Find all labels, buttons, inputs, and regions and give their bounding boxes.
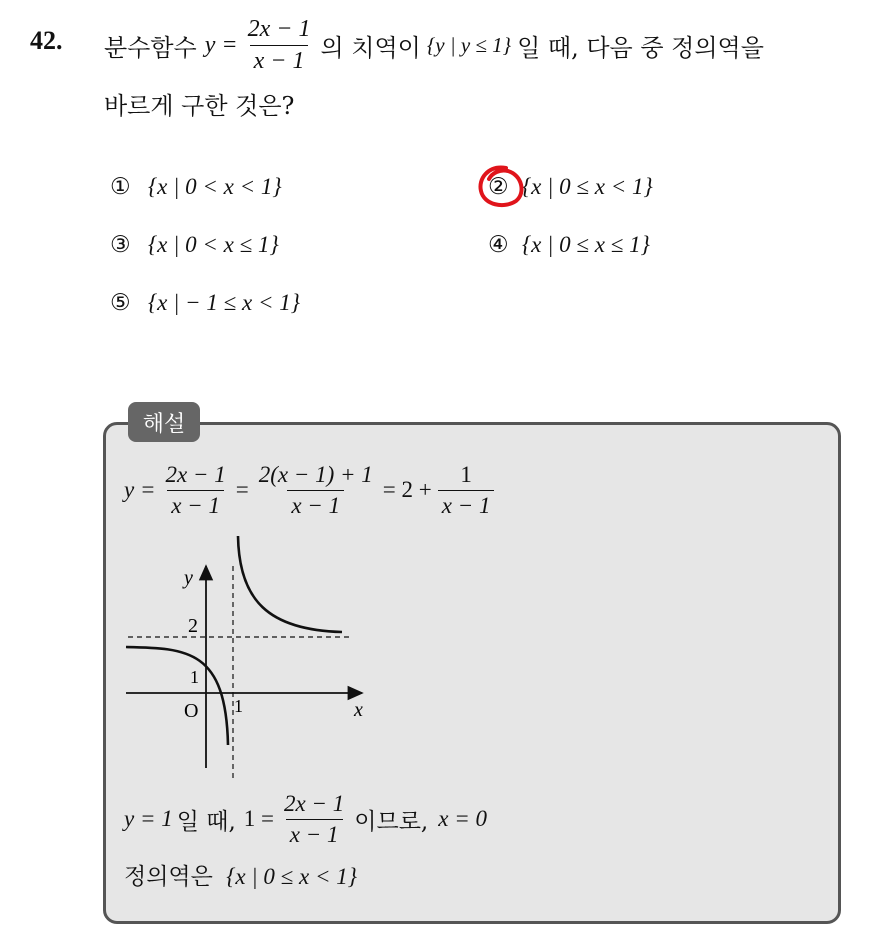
answer-circle-mark	[476, 163, 528, 213]
choice-4[interactable]	[488, 232, 650, 258]
sol-l3-a: y = 1	[124, 806, 173, 831]
sol-f1-den: x − 1	[167, 490, 224, 519]
question-line-1	[104, 10, 764, 80]
choice-1[interactable]	[110, 174, 282, 200]
choice-5-set: {x | − 1 ≤ x < 1}	[147, 290, 300, 315]
sol-f2-den: x − 1	[287, 490, 344, 519]
sol-eq1: =	[235, 477, 249, 502]
sol-fraction-3	[438, 462, 495, 519]
question-number: 42.	[30, 26, 63, 55]
choice-3[interactable]	[110, 232, 279, 258]
choice-5[interactable]	[110, 290, 300, 316]
question-line-2: 바르게 구한 것은?	[104, 92, 295, 120]
range-set: {y | y ≤ 1}	[426, 32, 512, 57]
sol-f3-den: x − 1	[438, 490, 495, 519]
solution-equation	[124, 455, 500, 525]
y-axis-label: y	[184, 567, 193, 589]
sol-fraction-1	[161, 462, 229, 519]
question-text-a: 분수함수	[104, 33, 197, 62]
sol-fraction-2	[255, 462, 377, 519]
choice-4-marker: ④	[488, 232, 509, 258]
sol-l3-c: 1 =	[243, 806, 275, 831]
choice-1-marker: ①	[110, 174, 131, 200]
choice-5-marker: ⑤	[110, 290, 131, 316]
function-denominator: x − 1	[250, 45, 309, 75]
origin-label: O	[184, 700, 199, 722]
choice-2-set: {x | 0 ≤ x < 1}	[521, 174, 653, 199]
sol-l3-d: 이므로,	[354, 808, 429, 835]
choice-4-set: {x | 0 ≤ x ≤ 1}	[521, 232, 650, 257]
sol-l3-b: 일 때,	[176, 808, 236, 835]
sol-y-eq: y =	[124, 477, 156, 502]
function-numerator: 2x − 1	[247, 15, 311, 42]
solution-tag: 해설	[128, 402, 200, 442]
choice-3-marker: ③	[110, 232, 131, 258]
curve-left-branch	[126, 647, 228, 745]
curve-right-branch	[238, 536, 342, 632]
sol-l3-num: 2x − 1	[284, 790, 345, 816]
sol-f2-num: 2(x − 1) + 1	[258, 461, 373, 487]
sol-l4-b: {x | 0 ≤ x < 1}	[226, 864, 357, 889]
y-tick-1: 1	[190, 667, 199, 687]
choice-1-set: {x | 0 < x < 1}	[147, 174, 282, 199]
sol-f3-num: 1	[460, 461, 472, 487]
hyperbola-graph	[118, 530, 378, 780]
y-tick-2: 2	[188, 615, 198, 637]
function-fraction	[244, 16, 315, 75]
choice-2-marker: ②	[488, 174, 509, 200]
sol-eq2: = 2 +	[382, 477, 432, 502]
solution-line-4	[124, 858, 357, 891]
sol-f1-num: 2x − 1	[165, 461, 226, 487]
x-tick-1: 1	[234, 696, 243, 716]
sol-l4-a: 정의역은	[124, 864, 213, 890]
x-axis-label: x	[354, 699, 363, 721]
function-y-eq: y =	[204, 31, 238, 58]
sol-l3-fraction	[280, 791, 348, 848]
solution-line-3	[124, 786, 487, 852]
question-text-c: 일 때, 다음 중 정의역을	[517, 33, 764, 62]
sol-l3-e: x = 0	[438, 806, 487, 831]
question-text-b: 의 치역이	[320, 33, 421, 62]
sol-l3-den: x − 1	[286, 819, 343, 848]
choice-3-set: {x | 0 < x ≤ 1}	[147, 232, 279, 257]
